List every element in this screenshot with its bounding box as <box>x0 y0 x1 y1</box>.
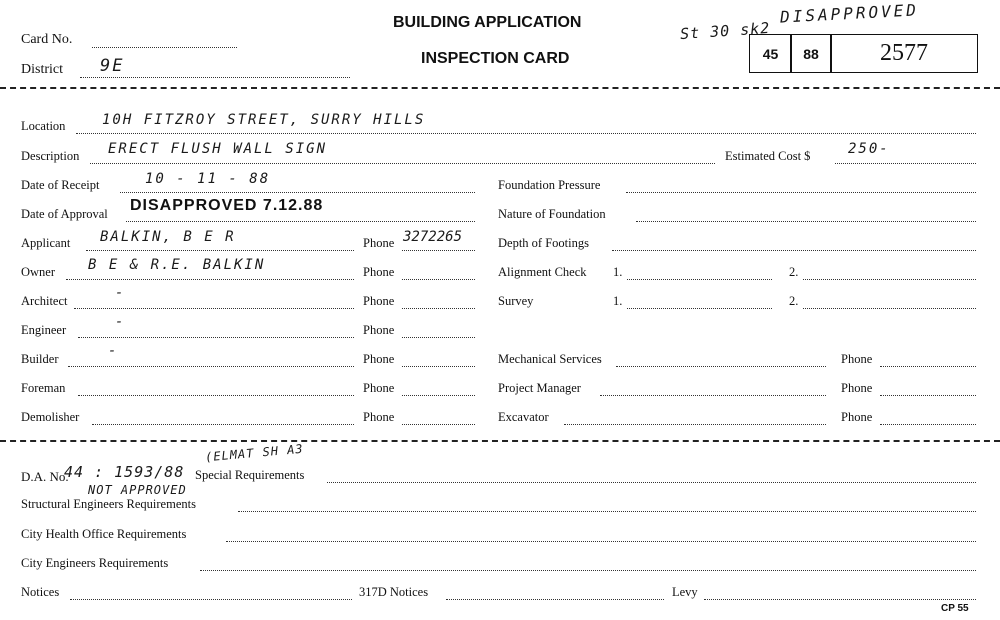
architect-phone-line <box>402 308 475 309</box>
builder-phone-label: Phone <box>363 352 395 366</box>
card-title-line1: BUILDING APPLICATION <box>393 14 582 31</box>
demolisher-phone-label: Phone <box>363 410 395 424</box>
applicant-label: Applicant <box>21 236 71 250</box>
city-engineers-label: City Engineers Requirements <box>21 556 169 570</box>
excavator-line <box>564 424 826 425</box>
levy-label: Levy <box>672 585 698 599</box>
foreman-line <box>78 395 354 396</box>
project-manager-phone-line <box>880 395 976 396</box>
survey-line1 <box>627 308 772 309</box>
engineer-phone-label: Phone <box>363 323 395 337</box>
depth-footings-line <box>612 250 976 251</box>
card-title-line2: INSPECTION CARD <box>421 50 570 67</box>
date-approval-line <box>126 221 475 222</box>
description-value: ERECT FLUSH WALL SIGN <box>108 141 328 157</box>
estimated-cost-value: 250- <box>848 141 890 157</box>
da-annotation: (ELMAT SH A3 <box>204 441 305 465</box>
alignment-check-label: Alignment Check <box>498 265 587 279</box>
application-number-box-b <box>790 34 832 73</box>
architect-value: - <box>115 285 126 301</box>
card-no-line <box>92 47 237 48</box>
demolisher-label: Demolisher <box>21 410 80 424</box>
engineer-phone-line <box>402 337 475 338</box>
city-engineers-line <box>200 570 976 571</box>
demolisher-line <box>92 424 354 425</box>
project-manager-phone-label: Phone <box>841 381 873 395</box>
engineer-label: Engineer <box>21 323 67 337</box>
form-code: CP 55 <box>941 603 969 614</box>
stamp-annotation: St 30 sk2 <box>679 18 771 44</box>
da-no-value: 44 : 1593/88 <box>64 463 185 481</box>
date-receipt-label: Date of Receipt <box>21 178 100 192</box>
architect-label: Architect <box>21 294 68 308</box>
location-value: 10H FITZROY STREET, SURRY HILLS <box>102 112 426 128</box>
survey-num1: 1. <box>613 294 623 308</box>
nature-foundation-label: Nature of Foundation <box>498 207 606 221</box>
demolisher-phone-line <box>402 424 475 425</box>
district-line <box>80 77 350 78</box>
top-divider <box>0 87 1000 89</box>
city-health-label: City Health Office Requirements <box>21 527 187 541</box>
excavator-label: Excavator <box>498 410 549 424</box>
estimated-cost-label: Estimated Cost $ <box>725 149 811 163</box>
mechanical-services-label: Mechanical Services <box>498 352 602 366</box>
alignment-check-num1: 1. <box>613 265 623 279</box>
alignment-check-num2: 2. <box>789 265 799 279</box>
structural-engineers-line <box>238 511 976 512</box>
special-requirements-line <box>327 482 976 483</box>
owner-phone-line <box>402 279 475 280</box>
date-receipt-value: 10 - 11 - 88 <box>145 171 271 187</box>
estimated-cost-line <box>835 163 976 164</box>
mechanical-services-line <box>616 366 826 367</box>
mechanical-phone-label: Phone <box>841 352 873 366</box>
survey-num2: 2. <box>789 294 799 308</box>
da-no-label: D.A. No. <box>21 469 69 484</box>
notices-label: Notices <box>21 585 60 599</box>
alignment-check-line2 <box>803 279 976 280</box>
applicant-phone-value: 3272265 <box>403 229 463 245</box>
date-approval-value: DISAPPROVED 7.12.88 <box>130 197 324 214</box>
project-manager-line <box>600 395 826 396</box>
excavator-phone-line <box>880 424 976 425</box>
box-b-value: 88 <box>803 45 819 62</box>
owner-value: B E & R.E. BALKIN <box>88 257 266 273</box>
builder-value: - <box>108 343 119 359</box>
foreman-label: Foreman <box>21 381 66 395</box>
description-label: Description <box>21 149 80 163</box>
owner-phone-label: Phone <box>363 265 395 279</box>
structural-engineers-label: Structural Engineers Requirements <box>21 497 196 511</box>
middle-divider <box>0 440 1000 442</box>
applicant-value: BALKIN, B E R <box>100 229 236 245</box>
survey-label: Survey <box>498 294 534 308</box>
notices-317d-line <box>446 599 664 600</box>
builder-label: Builder <box>21 352 59 366</box>
owner-label: Owner <box>21 265 56 279</box>
date-receipt-line <box>120 192 475 193</box>
engineer-value: - <box>115 314 126 330</box>
foreman-phone-label: Phone <box>363 381 395 395</box>
foundation-pressure-line <box>626 192 976 193</box>
applicant-phone-label: Phone <box>363 236 395 250</box>
card-no-label: Card No. <box>21 32 73 47</box>
applicant-phone-line <box>402 250 475 251</box>
notices-line <box>70 599 352 600</box>
builder-phone-line <box>402 366 475 367</box>
application-number-box-year <box>749 34 792 73</box>
excavator-phone-label: Phone <box>841 410 873 424</box>
builder-line <box>68 366 354 367</box>
location-line <box>76 133 976 134</box>
box-a-value: 45 <box>762 45 779 62</box>
description-line <box>90 163 715 164</box>
alignment-check-line1 <box>627 279 772 280</box>
special-requirements-label: Special Requirements <box>195 468 305 482</box>
not-approved-note: NOT APPROVED <box>88 483 187 497</box>
project-manager-label: Project Manager <box>498 381 581 395</box>
status-annotation: DISAPPROVED <box>779 0 920 27</box>
foundation-pressure-label: Foundation Pressure <box>498 178 601 192</box>
notices-317d-label: 317D Notices <box>359 585 429 599</box>
architect-line <box>74 308 354 309</box>
date-approval-label: Date of Approval <box>21 207 108 221</box>
engineer-line <box>78 337 354 338</box>
architect-phone-label: Phone <box>363 294 395 308</box>
box-c-value: 2577 <box>880 40 928 66</box>
levy-line <box>704 599 976 600</box>
district-label: District <box>21 62 63 77</box>
mechanical-phone-line <box>880 366 976 367</box>
survey-line2 <box>803 308 976 309</box>
depth-footings-label: Depth of Footings <box>498 236 589 250</box>
city-health-line <box>226 541 976 542</box>
district-value: 9E <box>100 56 125 76</box>
nature-foundation-line <box>636 221 976 222</box>
application-number-box-main <box>830 34 978 73</box>
owner-line <box>66 279 354 280</box>
location-label: Location <box>21 119 66 133</box>
applicant-line <box>86 250 354 251</box>
foreman-phone-line <box>402 395 475 396</box>
